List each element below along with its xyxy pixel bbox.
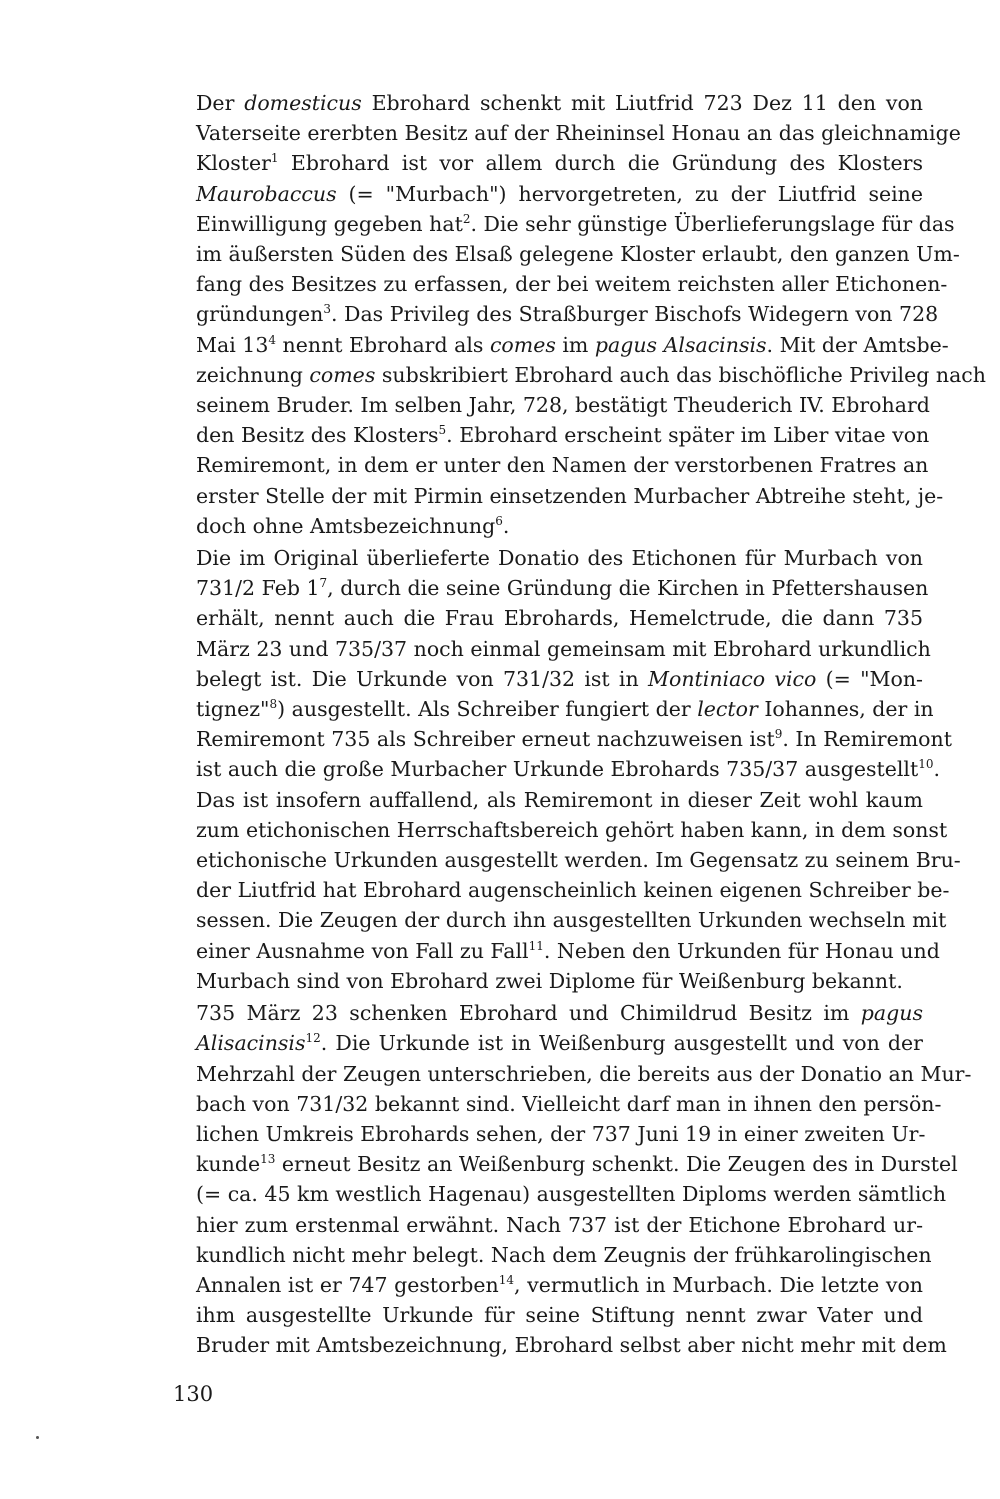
text-line: Die im Original überlieferte Donatio des Etichonen für Murbach von: [196, 546, 923, 571]
text-line: Der domesticus Ebrohard schenkt mit Liutfrid 723 Dez 11 den von: [196, 91, 924, 115]
text-line: Mehrzahl der Zeugen unterschrieben, die bereits aus der Donatio an Mur-: [196, 1061, 972, 1086]
italic-term: domesticus: [244, 91, 362, 115]
text-line: etichonische Urkunden ausgestellt werden. Im Gegensatz zu seinem Bru-: [196, 848, 961, 873]
scan-speck: [36, 1436, 39, 1439]
text-line: Vaterseite ererbten Besitz auf der Rheininsel Honau an das gleichnamige: [196, 121, 961, 146]
text-line: fang des Besitzes zu erfassen, der bei weitem reichsten aller Etichonen-: [196, 272, 948, 297]
text-line: Bruder mit Amtsbezeichnung, Ebrohard selbst aber nicht mehr mit dem: [196, 1333, 947, 1358]
text-line: der Liutfrid hat Ebrohard augenscheinlich keinen eigenen Schreiber be-: [196, 878, 950, 903]
text-line: Einwilligung gegeben hat$^2$. Die sehr günstige Überlieferungslage für das: [196, 211, 955, 236]
text-line: lichen Umkreis Ebrohards sehen, der 737 Juni 19 in einer zweiten Ur-: [196, 1121, 926, 1146]
text-line: (= ca. 45 km westlich Hagenau) ausgestellten Diploms werden sämtlich: [196, 1182, 947, 1207]
paragraph: [173, 998, 972, 1360]
footnote-ref: 5: [438, 423, 447, 438]
text-line: gründungen$^3$. Das Privileg des Straßburger Bischofs Widegern von 728: [196, 302, 939, 327]
footnote-ref: 2: [462, 211, 471, 226]
text-line: Murbach sind von Ebrohard zwei Diplome für Weißenburg bekannt.: [196, 968, 903, 993]
footnote-ref: 13: [260, 1152, 276, 1167]
italic-term: lector: [697, 697, 758, 722]
text-line: ihm ausgestellte Urkunde für seine Stiftung nennt zwar Vater und: [196, 1303, 923, 1328]
text-line: 735 März 23 schenken Ebrohard und Chimildrud Besitz im pagus: [196, 1001, 923, 1026]
footnote-ref: 3: [323, 302, 331, 317]
paragraph: [173, 543, 961, 996]
italic-term: pagus: [860, 1001, 923, 1026]
footnote-ref: 4: [268, 332, 277, 347]
text-line: Alisacinsis$^{12}$. Die Urkunde ist in Weißenburg ausgestellt und von der: [196, 1031, 923, 1056]
page-number: 130: [173, 1382, 214, 1406]
text-line: Mai $13^4$ nennt Ebrohard als comes im pagus Alsacinsis. Mit der Amtsbe-: [196, 332, 949, 357]
footnote-ref: 8: [269, 697, 278, 712]
text-line: zeichnung comes subskribiert Ebrohard auch das bischöfliche Privileg nach: [196, 362, 986, 387]
text-line: erster Stelle der mit Pirmin einsetzenden Murbacher Abtreihe steht, je-: [196, 483, 944, 508]
footnote-ref: 11: [528, 938, 544, 953]
text-line: tignez"$^8$) ausgestellt. Als Schreiber fungiert der lector Iohannes, der in: [196, 697, 934, 722]
text-line: Remiremont, in dem er unter den Namen der verstorbenen Fratres an: [196, 453, 929, 478]
italic-term: Maurobaccus: [196, 181, 337, 206]
italic-term: Montiniaco vico: [647, 666, 817, 691]
text-line: kundlich nicht mehr belegt. Nach dem Zeugnis der frühkarolingischen: [196, 1242, 932, 1267]
footnote-ref: 14: [498, 1272, 515, 1287]
body-text: [173, 88, 986, 1361]
text-line: erhält, nennt auch die Frau Ebrohards, Hemelctrude, die dann 735: [196, 606, 923, 631]
text-line: Annalen ist er 747 gestorben$^{14}$, vermutlich in Murbach. Die letzte von: [196, 1272, 923, 1297]
text-line: 731/2 Feb $1^7$, durch die seine Gründung die Kirchen in Pfettershausen: [196, 576, 929, 601]
text-line: sessen. Die Zeugen der durch ihn ausgestellten Urkunden wechseln mit: [196, 908, 947, 933]
text-line: doch ohne Amtsbezeichnung$^6$.: [196, 513, 510, 538]
text-line: belegt ist. Die Urkunde von 731/32 ist in Montiniaco vico (= "Mon-: [196, 666, 923, 691]
text-line: hier zum erstenmal erwähnt. Nach 737 ist der Etichone Ebrohard ur-: [196, 1212, 923, 1237]
text-line: Das ist insofern auffallend, als Remiremont in dieser Zeit wohl kaum: [196, 787, 923, 812]
text-line: Remiremont 735 als Schreiber erneut nachzuweisen ist$^9$. In Remiremont: [196, 727, 952, 752]
paragraph: [173, 88, 986, 541]
italic-term: pagus Alsacinsis: [594, 332, 767, 357]
text-line: im äußersten Süden des Elsaß gelegene Kloster erlaubt, den ganzen Um-: [196, 242, 960, 267]
footnote-ref: 10: [918, 757, 934, 772]
text-line: März 23 und 735/37 noch einmal gemeinsam mit Ebrohard urkundlich: [196, 636, 931, 661]
footnote-ref: 9: [774, 727, 783, 742]
text-line: einer Ausnahme von Fall zu Fall$^{11}$. Neben den Urkunden für Honau und: [196, 938, 940, 963]
text-line: seinem Bruder. Im selben Jahr, 728, bestätigt Theuderich IV. Ebrohard: [196, 393, 930, 418]
text-line: ist auch die große Murbacher Urkunde Ebrohards 735/37 ausgestellt$^{10}$.: [196, 757, 941, 782]
footnote-ref: 12: [305, 1031, 321, 1046]
text-line: bach von 731/32 bekannt sind. Vielleicht darf man in ihnen den persön-: [196, 1091, 942, 1116]
footnote-ref: 7: [319, 576, 328, 591]
footnote-ref: 1: [270, 151, 279, 166]
italic-term: comes: [489, 332, 556, 357]
footnote-ref: 6: [495, 513, 503, 528]
italic-term: Alisacinsis: [196, 1031, 306, 1056]
text-line: kunde$^{13}$ erneut Besitz an Weißenburg schenkt. Die Zeugen des in Durstel: [196, 1152, 958, 1177]
text-line: den Besitz des Klosters$^5$. Ebrohard erscheint später im Liber vitae von: [196, 423, 930, 448]
italic-term: comes: [309, 362, 376, 387]
text-line: zum etichonischen Herrschaftsbereich gehört haben kann, in dem sonst: [196, 817, 948, 842]
text-line: Kloster$^1$ Ebrohard ist vor allem durch die Gründung des Klosters: [196, 151, 923, 176]
text-line: Maurobaccus (= "Murbach") hervorgetreten, zu der Liutfrid seine: [196, 181, 923, 206]
